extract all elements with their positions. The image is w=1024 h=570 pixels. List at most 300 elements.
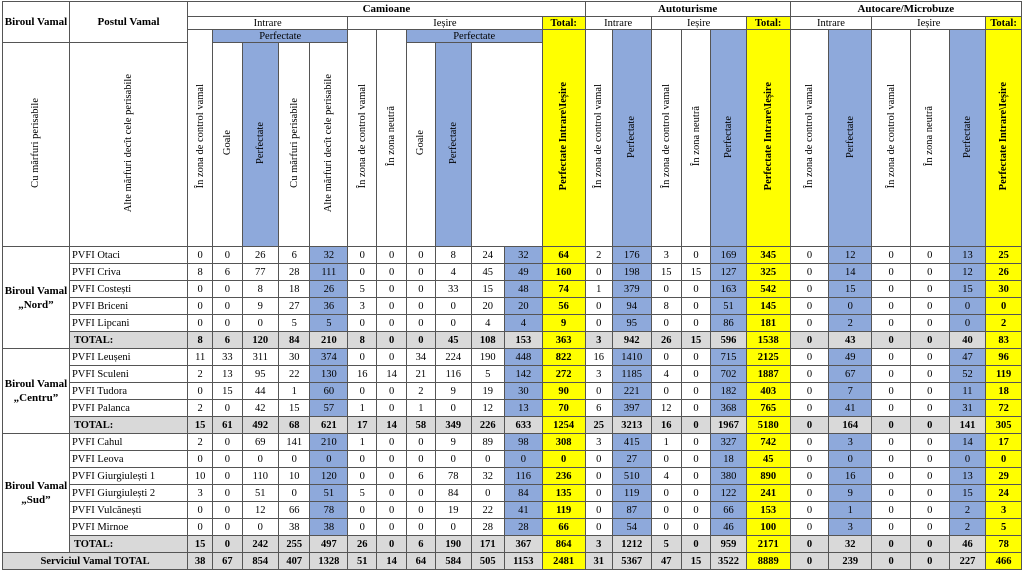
cell: 30 [986,281,1022,298]
cell: 95 [612,315,651,332]
cell: 142 [505,366,543,383]
cell: 68 [279,417,310,434]
cell: 31 [949,400,986,417]
cell: 5 [471,366,504,383]
cell: 0 [213,485,242,502]
cell: 864 [542,536,585,553]
post-name: PVFI Briceni [69,298,187,315]
cell: 28 [505,519,543,536]
total-label: TOTAL: [69,417,187,434]
header-bus-intrare: Intrare [790,17,872,30]
cell: 2 [188,434,213,451]
cell: 20 [471,298,504,315]
cell: 0 [585,468,612,485]
cell: 1967 [711,417,747,434]
cell: 0 [188,519,213,536]
cell: 1 [348,434,377,451]
cell: 7 [829,383,872,400]
col-bus-in-perfectate: Perfectate [829,30,872,247]
cell: 0 [585,485,612,502]
cell: 78 [986,536,1022,553]
cell: 56 [542,298,585,315]
cell: 100 [746,519,790,536]
cell: 0 [377,383,406,400]
cell: 0 [585,383,612,400]
col-auto-in-control: În zona de control vamal [585,30,612,247]
post-name: PVFI Costești [69,281,187,298]
cell: 127 [711,264,747,281]
cell: 0 [377,298,406,315]
cell: 0 [790,264,829,281]
cell: 15 [213,383,242,400]
cell: 2 [585,247,612,264]
cell: 0 [681,502,710,519]
cell: 0 [829,451,872,468]
cell: 96 [986,349,1022,366]
cell: 0 [681,366,710,383]
cell: 17 [348,417,377,434]
cell: 0 [910,247,949,264]
cell: 78 [435,468,471,485]
cell: 69 [242,434,279,451]
cell: 0 [949,451,986,468]
cell: 0 [213,451,242,468]
cell: 16 [651,417,681,434]
cell: 26 [651,332,681,349]
cell: 0 [435,451,471,468]
cell: 5 [986,519,1022,536]
cell: 6 [213,332,242,349]
cell: 38 [188,553,213,570]
cell: 51 [348,553,377,570]
post-name: PVFI Cahul [69,434,187,451]
header-camioane: Camioane [188,2,586,17]
cell: 98 [505,434,543,451]
cell: 3 [585,332,612,349]
cell: 3522 [711,553,747,570]
post-name: PVFI Leușeni [69,349,187,366]
cell: 14 [377,417,406,434]
cell: 43 [829,332,872,349]
cell: 0 [406,434,435,451]
cell: 0 [406,247,435,264]
cell: 0 [188,298,213,315]
cell: 24 [986,485,1022,502]
section-total-row [3,536,1022,553]
cell: 33 [213,349,242,366]
cell: 0 [872,536,911,553]
cell: 51 [711,298,747,315]
cell: 70 [542,400,585,417]
table-row [3,485,1022,502]
cell: 0 [651,349,681,366]
cell: 0 [910,315,949,332]
cell: 95 [242,366,279,383]
cell: 327 [711,434,747,451]
header-bus-total: Total: [986,17,1022,30]
cell: 0 [790,417,829,434]
post-name: PVFI Sculeni [69,366,187,383]
cell: 32 [310,247,348,264]
cell: 8 [435,247,471,264]
cell: 227 [949,553,986,570]
cell: 67 [213,553,242,570]
cell: 84 [279,332,310,349]
cell: 86 [711,315,747,332]
cell: 47 [949,349,986,366]
cell: 5 [348,485,377,502]
cell: 2 [188,400,213,417]
header-autoturisme: Autoturisme [585,2,790,17]
cell: 15 [681,264,710,281]
cell: 15 [681,553,710,570]
header-cam-out-perfectate: Perfectate [406,30,542,43]
cell: 5 [651,536,681,553]
col-cam-out-alte: Alte mărfuri decît cele perisabile [310,43,348,247]
grand-total-row [3,553,1022,570]
cell: 742 [746,434,790,451]
post-name: PVFI Lipcani [69,315,187,332]
cell: 0 [377,349,406,366]
cell: 8 [188,332,213,349]
cell: 3 [348,298,377,315]
cell: 2 [949,502,986,519]
cell: 374 [310,349,348,366]
cell: 25 [986,247,1022,264]
col-bus-total: Perfectate Intrare\Ieșire [986,30,1022,247]
cell: 120 [310,468,348,485]
cell: 58 [406,417,435,434]
cell: 9 [542,315,585,332]
cell: 27 [612,451,651,468]
cell: 0 [872,400,911,417]
cell: 0 [910,417,949,434]
cell: 8 [242,281,279,298]
cell: 30 [279,349,310,366]
cell: 110 [242,468,279,485]
cell: 15 [949,485,986,502]
cell: 0 [377,502,406,519]
col-cam-out-control: În zona de control vamal [348,30,377,247]
cell: 49 [505,264,543,281]
cell: 0 [910,349,949,366]
cell: 160 [542,264,585,281]
cell: 119 [986,366,1022,383]
cell: 171 [471,536,504,553]
col-auto-in-perfectate: Perfectate [612,30,651,247]
cell: 57 [310,400,348,417]
cell: 32 [505,247,543,264]
cell: 242 [242,536,279,553]
cell: 0 [790,400,829,417]
cell: 0 [790,434,829,451]
cell: 14 [377,366,406,383]
cell: 368 [711,400,747,417]
cell: 1185 [612,366,651,383]
cell: 0 [213,400,242,417]
cell: 0 [435,519,471,536]
cell: 0 [406,315,435,332]
cell: 0 [681,485,710,502]
cell: 20 [505,298,543,315]
cell: 3 [829,519,872,536]
cell: 0 [790,519,829,536]
post-name: PVFI Palanca [69,400,187,417]
cell: 0 [910,519,949,536]
cell: 448 [505,349,543,366]
cell: 0 [910,383,949,400]
cell: 74 [542,281,585,298]
cell: 6 [406,468,435,485]
cell: 0 [872,434,911,451]
cell: 0 [242,519,279,536]
cell: 0 [377,485,406,502]
cell: 0 [406,519,435,536]
cell: 1 [406,400,435,417]
cell: 0 [585,315,612,332]
header-bus-iesire: Ieșire [872,17,986,30]
cell: 176 [612,247,651,264]
cell: 1 [279,383,310,400]
header-birou: Biroul Vamal [3,2,70,43]
cell: 0 [471,451,504,468]
cell: 141 [279,434,310,451]
cell: 0 [681,417,710,434]
cell: 0 [872,468,911,485]
cell: 6 [213,264,242,281]
cell: 0 [435,298,471,315]
cell: 0 [377,468,406,485]
cell: 67 [829,366,872,383]
cell: 9 [435,434,471,451]
cell: 64 [406,553,435,570]
cell: 0 [910,485,949,502]
cell: 3 [188,485,213,502]
cell: 0 [681,298,710,315]
cell: 33 [435,281,471,298]
cell: 0 [651,519,681,536]
col-auto-out-perfectate: Perfectate [711,30,747,247]
table-row [3,400,1022,417]
cell: 120 [242,332,279,349]
cell: 24 [471,247,504,264]
grand-total-label: Serviciul Vamal TOTAL [3,553,188,570]
cell: 0 [910,536,949,553]
cell: 0 [872,315,911,332]
cell: 8 [188,264,213,281]
cell: 90 [542,383,585,400]
cell: 0 [651,383,681,400]
post-name: PVFI Leova [69,451,187,468]
cell: 3 [585,536,612,553]
cell: 78 [310,502,348,519]
cell: 15 [949,281,986,298]
cell: 0 [406,502,435,519]
header-auto-total: Total: [746,17,790,30]
cell: 16 [829,468,872,485]
cell: 0 [406,298,435,315]
cell: 0 [829,298,872,315]
cell: 38 [279,519,310,536]
col-cam-out-perfectate: Perfectate [435,43,471,247]
cell: 715 [711,349,747,366]
cell: 46 [949,536,986,553]
table-row [3,502,1022,519]
cell: 3 [651,247,681,264]
cell: 14 [949,434,986,451]
cell: 466 [986,553,1022,570]
cell: 44 [242,383,279,400]
table-row [3,366,1022,383]
cell: 52 [949,366,986,383]
cell: 0 [872,519,911,536]
cell: 18 [711,451,747,468]
post-name: PVFI Giurgiulești 1 [69,468,187,485]
cell: 181 [746,315,790,332]
cell: 0 [585,451,612,468]
cell: 84 [505,485,543,502]
cell: 3 [585,366,612,383]
col-auto-out-control: În zona de control vamal [651,30,681,247]
cell: 64 [542,247,585,264]
table-row [3,247,1022,264]
cell: 2125 [746,349,790,366]
cell: 0 [585,298,612,315]
cell: 0 [790,281,829,298]
cell: 633 [505,417,543,434]
customs-report [2,1,1022,570]
cell: 0 [872,298,911,315]
cell: 1410 [612,349,651,366]
cell: 190 [435,536,471,553]
cell: 0 [651,502,681,519]
cell: 0 [377,519,406,536]
cell: 163 [711,281,747,298]
cell: 0 [910,281,949,298]
cell: 12 [471,400,504,417]
cell: 5 [348,281,377,298]
cell: 45 [746,451,790,468]
cell: 4 [471,315,504,332]
cell: 0 [242,451,279,468]
cell: 0 [681,349,710,366]
cell: 135 [542,485,585,502]
cell: 0 [213,247,242,264]
cell: 66 [711,502,747,519]
cell: 0 [910,264,949,281]
cell: 1153 [505,553,543,570]
cell: 0 [790,315,829,332]
cell: 345 [746,247,790,264]
cell: 822 [542,349,585,366]
post-name: PVFI Vulcănești [69,502,187,519]
cell: 10 [279,468,310,485]
birou-cell: Biroul Vamal „Centru” [3,349,70,434]
cell: 16 [348,366,377,383]
col-bus-in-control: În zona de control vamal [790,30,829,247]
cell: 492 [242,417,279,434]
cell: 29 [986,468,1022,485]
cell: 0 [242,315,279,332]
cell: 0 [681,434,710,451]
birou-cell: Biroul Vamal „Nord” [3,247,70,349]
cell: 854 [242,553,279,570]
cell: 0 [348,468,377,485]
cell: 111 [310,264,348,281]
cell: 224 [435,349,471,366]
cell: 0 [681,519,710,536]
col-bus-out-control: În zona de control vamal [872,30,911,247]
cell: 1212 [612,536,651,553]
cell: 5 [310,315,348,332]
cell: 0 [790,553,829,570]
cell: 542 [746,281,790,298]
col-cam-out-neutra: În zona neutră [377,30,406,247]
cell: 27 [279,298,310,315]
cell: 66 [542,519,585,536]
cell: 308 [542,434,585,451]
total-label: TOTAL: [69,536,187,553]
cell: 190 [471,349,504,366]
cell: 2 [406,383,435,400]
cell: 0 [542,451,585,468]
cell: 19 [471,383,504,400]
cell: 26 [242,247,279,264]
cell: 12 [651,400,681,417]
cell: 0 [910,434,949,451]
cell: 9 [242,298,279,315]
cell: 130 [310,366,348,383]
cell: 89 [471,434,504,451]
cell: 0 [872,247,911,264]
cell: 6 [585,400,612,417]
cell: 108 [471,332,504,349]
cell: 0 [986,298,1022,315]
cell: 0 [188,281,213,298]
cell: 0 [790,451,829,468]
header-cam-intrare: Intrare [188,17,348,30]
cell: 9 [435,383,471,400]
cell: 122 [711,485,747,502]
cell: 28 [471,519,504,536]
cell: 32 [471,468,504,485]
cell: 0 [348,247,377,264]
cell: 210 [310,434,348,451]
cell: 21 [406,366,435,383]
col-bus-out-perfectate: Perfectate [949,30,986,247]
cell: 6 [406,536,435,553]
cell: 0 [377,247,406,264]
cell: 0 [213,502,242,519]
section-total-row [3,417,1022,434]
cell: 1887 [746,366,790,383]
cell: 182 [711,383,747,400]
cell: 0 [790,298,829,315]
cell: 0 [790,332,829,349]
cell: 241 [746,485,790,502]
cell: 1 [829,502,872,519]
cell: 61 [213,417,242,434]
cell: 47 [651,553,681,570]
cell: 0 [279,485,310,502]
cell: 15 [471,281,504,298]
cell: 1328 [310,553,348,570]
cell: 4 [651,468,681,485]
cell: 0 [377,434,406,451]
cell: 22 [471,502,504,519]
cell: 397 [612,400,651,417]
col-auto-out-neutra: În zona neutră [681,30,710,247]
